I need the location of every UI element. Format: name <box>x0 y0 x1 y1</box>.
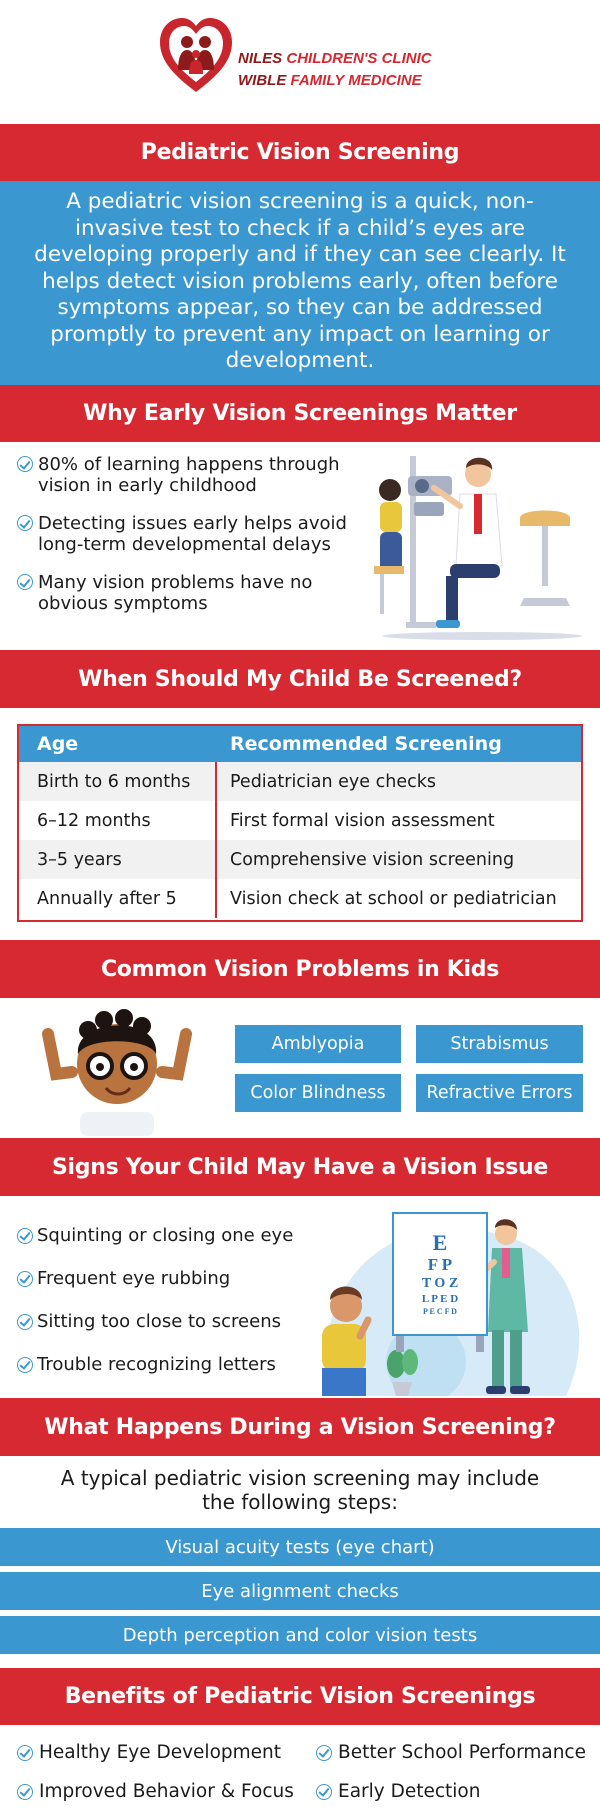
brand-line1-a: NILES <box>238 50 283 67</box>
check-circle-icon <box>17 515 33 531</box>
list-item <box>17 572 357 614</box>
list-item <box>17 1257 317 1300</box>
step-bar: Visual acuity tests (eye chart) <box>0 1528 600 1566</box>
benefit-text: Early Detection <box>338 1781 481 1802</box>
sign-item-text: Trouble recognizing letters <box>37 1354 276 1375</box>
why-item-text: Detecting issues early helps avoid long-term developmental delays <box>38 513 347 555</box>
signs-title: Signs Your Child May Have a Vision Issue <box>0 1138 600 1196</box>
check-circle-icon <box>17 1784 33 1800</box>
list-item <box>17 454 357 496</box>
check-circle-icon <box>17 1228 33 1244</box>
list-item <box>17 1343 317 1386</box>
check-circle-icon <box>17 1745 33 1761</box>
list-item <box>17 513 357 555</box>
table-header-age: Age <box>19 726 217 762</box>
list-item <box>17 1300 317 1343</box>
check-circle-icon <box>17 456 33 472</box>
during-title: What Happens During a Vision Screening? <box>0 1398 600 1456</box>
check-circle-icon <box>17 1271 33 1287</box>
eye-chart-illustration <box>316 1202 586 1396</box>
eye-chart <box>392 1212 488 1336</box>
eye-chart-row: F P <box>427 1255 453 1274</box>
check-circle-icon <box>17 574 33 590</box>
signs-list <box>17 1214 317 1386</box>
when-title: When Should My Child Be Screened? <box>0 650 600 708</box>
header <box>0 0 600 124</box>
table-header-row <box>19 726 581 762</box>
sign-item-text: Sitting too close to screens <box>37 1311 281 1332</box>
why-title: Why Early Vision Screenings Matter <box>0 385 600 442</box>
intro-text: A pediatric vision screening is a quick, non-invasive test to check if a child’s eyes are developing properly and if they can see clearly. It helps detect vision problems early, often before symptoms appear, so they can be addressed promptly to prevent any impact on learning or development. <box>0 181 600 385</box>
check-circle-icon <box>316 1784 332 1800</box>
brand-line2-a: WIBLE <box>238 72 287 89</box>
check-circle-icon <box>17 1357 33 1373</box>
page-title: Pediatric Vision Screening <box>0 124 600 181</box>
eye-exam-illustration-icon <box>370 446 588 642</box>
list-item <box>17 1214 317 1257</box>
child-with-glasses-illustration-icon <box>28 1004 206 1136</box>
table-cell-age: 6–12 months <box>19 801 217 840</box>
why-list <box>17 454 357 631</box>
problem-tag: Amblyopia <box>235 1025 401 1063</box>
eye-chart-row: E <box>432 1230 448 1255</box>
table-header-screening: Recommended Screening <box>230 733 502 755</box>
sign-item-text: Squinting or closing one eye <box>37 1225 294 1246</box>
sign-item-text: Frequent eye rubbing <box>37 1268 231 1289</box>
step-bar: Depth perception and color vision tests <box>0 1616 600 1654</box>
step-bar: Eye alignment checks <box>0 1572 600 1610</box>
during-intro-text: A typical pediatric vision screening may include the following steps: <box>60 1466 540 1514</box>
screening-table <box>17 724 583 922</box>
benefits-title: Benefits of Pediatric Vision Screenings <box>0 1668 600 1725</box>
benefit-item <box>316 1781 480 1802</box>
table-cell-age: Annually after 5 <box>19 879 217 918</box>
eye-chart-row: L P E D <box>421 1293 459 1305</box>
table-row <box>19 801 581 840</box>
check-circle-icon <box>316 1745 332 1761</box>
table-cell-screening: Pediatrician eye checks <box>230 771 436 792</box>
problem-tag: Strabismus <box>416 1025 583 1063</box>
table-row <box>19 840 581 879</box>
why-item-text: 80% of learning happens through vision in early childhood <box>38 454 340 496</box>
table-cell-screening: Vision check at school or pediatrician <box>230 888 557 909</box>
brand-line1-b: CHILDREN'S CLINIC <box>286 50 432 67</box>
why-item-text: Many vision problems have no obvious symptoms <box>38 572 313 614</box>
eye-chart-row: P E C F D <box>423 1307 457 1316</box>
benefit-text: Healthy Eye Development <box>39 1742 282 1763</box>
table-cell-screening: First formal vision assessment <box>230 810 495 831</box>
brand-name <box>238 48 432 92</box>
table-cell-age: Birth to 6 months <box>19 762 217 801</box>
eye-chart-row: T O Z <box>421 1276 459 1291</box>
heart-family-logo-icon <box>158 16 234 94</box>
problem-tag: Color Blindness <box>235 1074 401 1112</box>
benefit-item <box>17 1781 294 1802</box>
table-cell-age: 3–5 years <box>19 840 217 879</box>
table-row <box>19 879 581 918</box>
table-row <box>19 762 581 801</box>
benefit-item <box>316 1742 586 1763</box>
table-cell-screening: Comprehensive vision screening <box>230 849 515 870</box>
benefit-text: Improved Behavior & Focus <box>39 1781 294 1802</box>
benefit-item <box>17 1742 281 1763</box>
problem-tag: Refractive Errors <box>416 1074 583 1112</box>
benefit-text: Better School Performance <box>338 1742 586 1763</box>
problems-title: Common Vision Problems in Kids <box>0 940 600 998</box>
brand-line2-b: FAMILY MEDICINE <box>290 72 422 89</box>
check-circle-icon <box>17 1314 33 1330</box>
